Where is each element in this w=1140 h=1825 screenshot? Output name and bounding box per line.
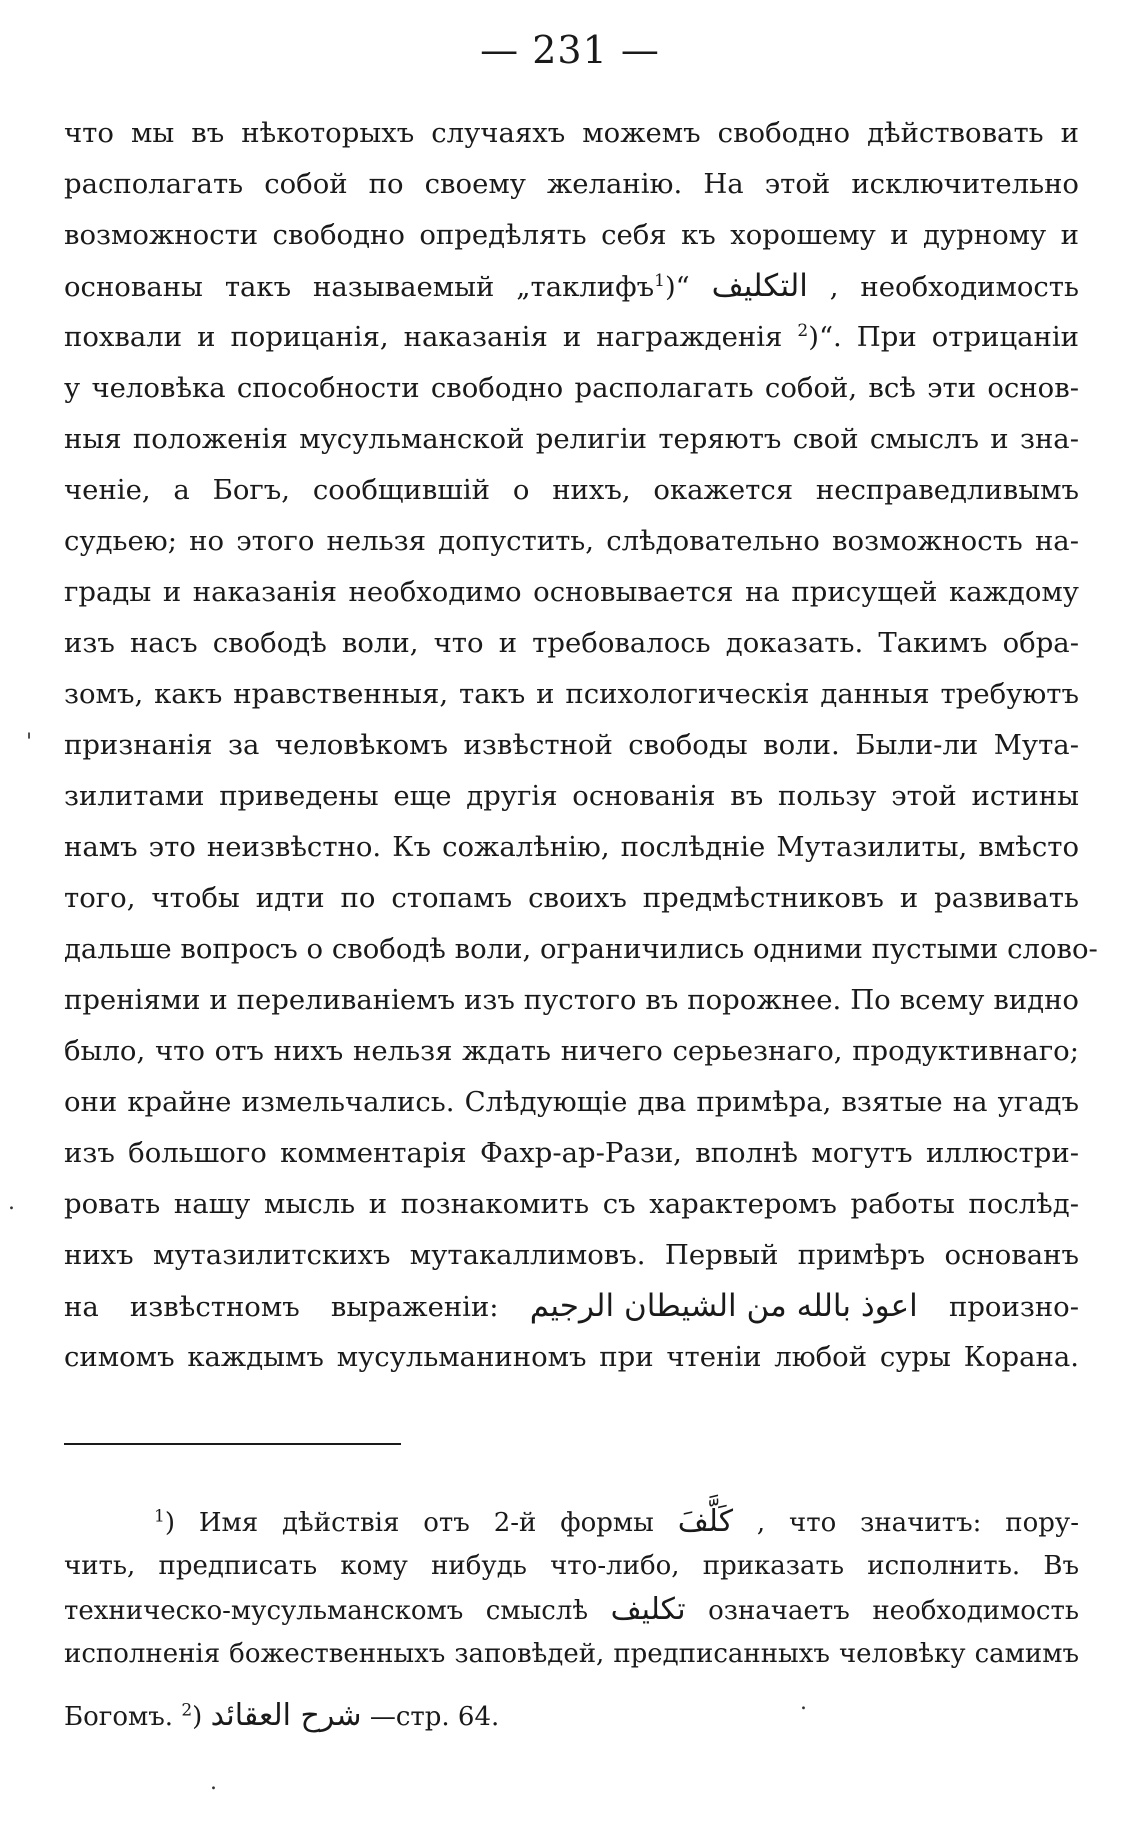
line-text: ченіе, а Богъ, сообщившій о нихъ, окажется несправедливымъ (64, 474, 1079, 506)
footnote-text: ) Имя дѣйствія отъ 2-й формы (164, 1508, 654, 1538)
line-text: грады и наказанія необходимо основывается на присущей каждому (64, 576, 1079, 608)
footnote-marker-1: 1 (154, 1506, 165, 1527)
footnote-1-line (64, 1500, 1079, 1544)
footnote-1-line (64, 1632, 1079, 1676)
footnotes (64, 1500, 1079, 1742)
line-text: похвали и порицанія, наказанія и награжденія (64, 321, 783, 353)
footnote-2-line (64, 1690, 1079, 1742)
footnote-text: чить, предписать кому нибудь что-либо, приказать исполнить. Въ (64, 1551, 1079, 1581)
footnote-text: означаетъ необходимость (708, 1596, 1080, 1626)
text-line (64, 1026, 1079, 1077)
margin-speck: . (210, 1770, 217, 1795)
text-line (64, 312, 1079, 363)
footnote-text: —стр. 64. (369, 1702, 500, 1732)
text-line (64, 1179, 1079, 1230)
line-text: намъ это неизвѣстно. Къ сожалѣнію, послѣдніе Мутазилиты, вмѣсто (64, 831, 1079, 863)
footnote-marker-2: 2 (181, 1700, 193, 1721)
margin-speck: . (8, 1190, 15, 1215)
line-text: они крайне измельчались. Слѣдующіе два примѣра, взятые на угадъ (64, 1086, 1079, 1118)
line-text: основаны такъ называемый „таклифъ (64, 271, 655, 303)
line-text: изъ насъ свободѣ воли, что и требовалось доказать. Такимъ обра- (64, 627, 1079, 659)
line-text: нихъ мутазилитскихъ мутакаллимовъ. Первый примѣръ основанъ (64, 1239, 1079, 1271)
text-line (64, 822, 1079, 873)
text-line (64, 669, 1079, 720)
text-line (64, 1332, 1079, 1383)
line-text: что мы въ нѣкоторыхъ случаяхъ можемъ свободно дѣйствовать и (64, 117, 1079, 149)
text-line (64, 771, 1079, 822)
text-line (64, 465, 1079, 516)
line-text: изъ большого комментарія Фахр-ар-Рази, вполнѣ могутъ иллюстри- (64, 1137, 1079, 1169)
footnote-ref-1: 1 (654, 270, 665, 291)
text-line (64, 210, 1079, 261)
arabic-phrase-audhu: اعوذ بالله من الشيطان الرجيم (529, 1288, 918, 1324)
footnote-text: ) (192, 1702, 203, 1732)
text-line (64, 975, 1079, 1026)
footnote-1-line (64, 1544, 1079, 1588)
text-line (64, 720, 1079, 771)
line-text: судьею; но этого нельзя допустить, слѣдовательно возможность на- (64, 525, 1079, 557)
footnote-1-line (64, 1588, 1079, 1632)
line-text: )“. При отрицаніи (808, 321, 1079, 353)
text-line (64, 159, 1079, 210)
text-line (64, 1230, 1079, 1281)
line-text: у человѣка способности свободно располагать собой, всѣ эти основ- (64, 372, 1079, 404)
footnote-text: , что значитъ: пору- (756, 1508, 1079, 1538)
line-text: преніями и переливаніемъ изъ пустого въ порожнее. По всему видно (64, 984, 1079, 1016)
page-number: — 231 — (480, 28, 660, 72)
line-text: располагать собой по своему желанію. На этой исключительно (64, 168, 1079, 200)
text-line (64, 924, 1098, 975)
line-text: симомъ каждымъ мусульманиномъ при чтеніи любой суры Корана. (64, 1341, 1079, 1373)
line-text: того, чтобы идти по стопамъ своихъ предмѣстниковъ и развивать (64, 882, 1079, 914)
text-line (64, 567, 1079, 618)
line-text: ровать нашу мысль и познакомить съ характеромъ работы послѣд- (64, 1188, 1079, 1220)
text-line (64, 261, 1079, 312)
text-line (64, 414, 1079, 465)
text-line (64, 618, 1079, 669)
line-text: ныя положенія мусульманской религіи теряютъ свой смыслъ и зна- (64, 423, 1079, 455)
line-text: возможности свободно опредѣлять себя къ хорошему и дурному и (64, 219, 1079, 251)
line-text: зомъ, какъ нравственныя, такъ и психологическія данныя требуютъ (64, 678, 1079, 710)
text-line (64, 1281, 1079, 1332)
text-line (64, 1077, 1079, 1128)
line-text: произно- (949, 1291, 1079, 1323)
line-text: дальше вопросъ о свободѣ воли, ограничились одними пустыми слово- (64, 933, 1098, 965)
line-text: было, что отъ нихъ нельзя ждать ничего серьезнаго, продуктивнаго; (64, 1035, 1079, 1067)
arabic-word-taklif: التكليف (711, 268, 808, 304)
text-line (64, 108, 1079, 159)
footnote-ref-2: 2 (797, 320, 809, 341)
arabic-word-kallafa: كَلَّفَ (677, 1504, 734, 1539)
line-text: )“ (664, 271, 690, 303)
line-text: на извѣстномъ выраженіи: (64, 1291, 499, 1323)
text-line (64, 363, 1079, 414)
line-text: зилитами приведены еще другія основанія въ пользу этой истины (64, 780, 1079, 812)
footnote-separator (64, 1443, 401, 1445)
footnote-text: исполненія божественныхъ заповѣдей, предписанныхъ человѣку самимъ (64, 1639, 1079, 1669)
text-line (64, 516, 1079, 567)
margin-speck: . (800, 1690, 807, 1715)
arabic-word-taklif-footnote: تكليف (610, 1592, 686, 1627)
main-text (64, 108, 1098, 1383)
line-text: признанія за человѣкомъ извѣстной свободы воли. Были-ли Мута- (64, 729, 1079, 761)
line-text: , необходимость (829, 271, 1079, 303)
text-line (64, 873, 1079, 924)
text-line (64, 1128, 1079, 1179)
footnote-text: Богомъ. (64, 1702, 174, 1732)
margin-speck: ' (26, 730, 33, 755)
arabic-title-sharh-al-aqaid: شرح العقائد (210, 1698, 362, 1733)
footnote-text: техническо-мусульманскомъ смыслѣ (64, 1596, 589, 1626)
